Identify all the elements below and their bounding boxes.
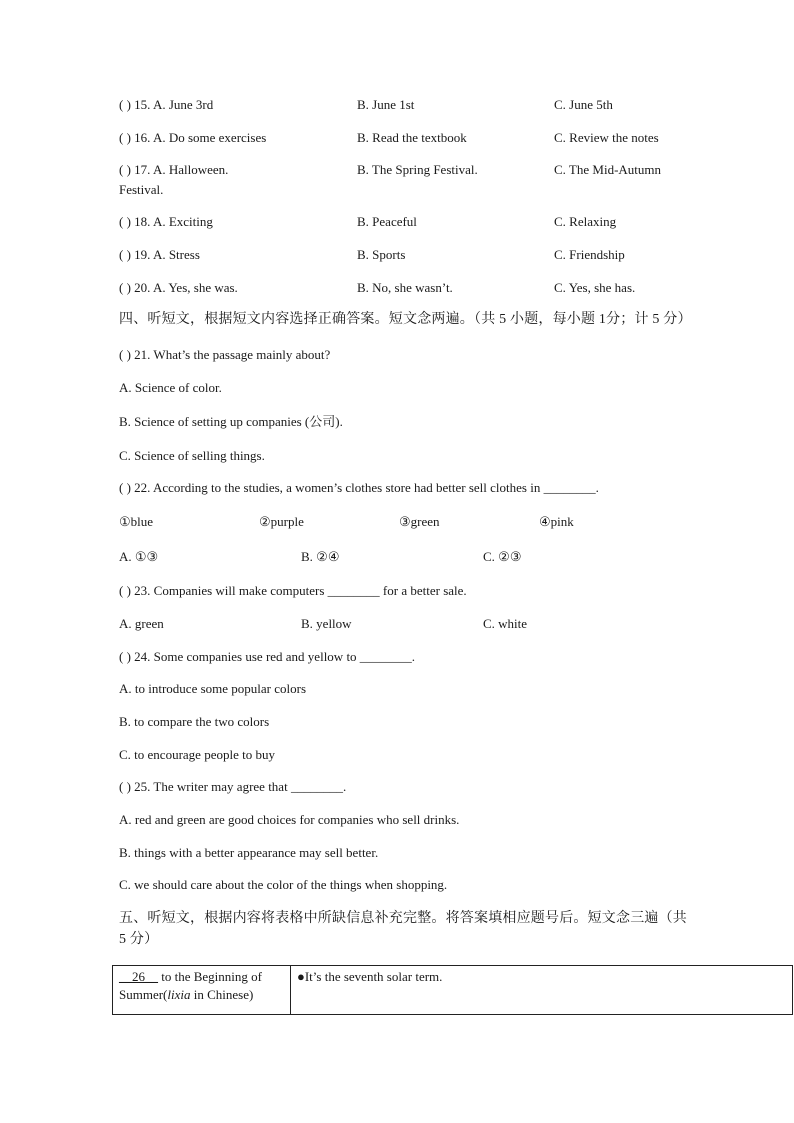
- q22-color-3: ③green: [399, 514, 440, 529]
- q20-option-b: B. No, she wasn’t.: [357, 280, 453, 295]
- q22-stem: ( ) 22. According to the studies, a women’s clothes store had better sell clothes in ________.: [119, 480, 599, 495]
- q16-stem: ( ) 16. A. Do some exercises: [119, 130, 267, 145]
- q22-option-c: C. ②③: [483, 549, 522, 564]
- q16-option-b: B. Read the textbook: [357, 130, 467, 145]
- q20-stem: ( ) 20. A. Yes, she was.: [119, 280, 238, 295]
- section4-heading: 四、听短文，根据短文内容选择正确答案。短文念两遍。（共 5 小题，每小题 1分；计 5 分）: [119, 312, 692, 327]
- q24-stem: ( ) 24. Some companies use red and yellow to ________.: [119, 649, 416, 664]
- table-cell-left: [113, 966, 291, 1015]
- q15-stem: ( ) 15. A. June 3rd: [119, 97, 214, 112]
- left-text-1: to the Beginning of: [158, 969, 262, 984]
- q15-option-c: C. June 5th: [554, 97, 613, 112]
- blank-26[interactable]: __26__: [119, 969, 158, 984]
- q19-option-c: C. Friendship: [554, 247, 625, 262]
- table-row: [113, 966, 793, 1015]
- q22-option-b: B. ②④: [301, 549, 340, 564]
- q23-option-b: B. yellow: [301, 616, 352, 631]
- left-text-3: in Chinese): [190, 987, 254, 1002]
- q21-stem: ( ) 21. What’s the passage mainly about?: [119, 347, 331, 362]
- q25-option-b: B. things with a better appearance may sell better.: [119, 845, 379, 860]
- q22-color-1: ①blue: [119, 514, 154, 529]
- q16-option-c: C. Review the notes: [554, 130, 659, 145]
- q17-option-c: C. The Mid-Autumn: [554, 162, 662, 177]
- left-text-2: Summer(: [119, 987, 168, 1002]
- q22-color-4: ④pink: [539, 514, 574, 529]
- q19-option-b: B. Sports: [357, 247, 406, 262]
- right-text: ●It’s the seventh solar term.: [297, 969, 443, 984]
- q18-option-b: B. Peaceful: [357, 214, 417, 229]
- q21-option-a: A. Science of color.: [119, 380, 222, 395]
- section5-heading-line2: 5 分）: [119, 932, 159, 947]
- table-cell-right: [291, 966, 793, 1015]
- q22-color-2: ②purple: [259, 514, 304, 529]
- q25-option-a: A. red and green are good choices for companies who sell drinks.: [119, 812, 460, 827]
- q18-option-c: C. Relaxing: [554, 214, 617, 229]
- left-italic: lixia: [167, 987, 191, 1002]
- q21-option-b: B. Science of setting up companies (公司).: [119, 414, 343, 429]
- q23-stem: ( ) 23. Companies will make computers ________ for a better sale.: [119, 583, 467, 598]
- q25-stem: ( ) 25. The writer may agree that ________.: [119, 779, 347, 794]
- q23-option-c: C. white: [483, 616, 528, 631]
- q21-option-c: C. Science of selling things.: [119, 448, 265, 463]
- q15-option-b: B. June 1st: [357, 97, 415, 112]
- q19-stem: ( ) 19. A. Stress: [119, 247, 200, 262]
- section5-heading-line1: 五、听短文，根据内容将表格中所缺信息补充完整。将答案填相应题号后。短文念三遍（共: [119, 911, 687, 926]
- q17-option-c-wrap: Festival.: [119, 182, 164, 197]
- q24-option-c: C. to encourage people to buy: [119, 747, 275, 762]
- q20-option-c: C. Yes, she has.: [554, 280, 636, 295]
- q23-option-a: A. green: [119, 616, 164, 631]
- q25-option-c: C. we should care about the color of the things when shopping.: [119, 877, 448, 892]
- q22-option-a: A. ①③: [119, 549, 159, 564]
- info-table: [112, 965, 793, 1015]
- q17-stem: ( ) 17. A. Halloween.: [119, 162, 229, 177]
- q24-option-b: B. to compare the two colors: [119, 714, 270, 729]
- q24-option-a: A. to introduce some popular colors: [119, 681, 307, 696]
- q17-option-b: B. The Spring Festival.: [357, 162, 478, 177]
- q18-stem: ( ) 18. A. Exciting: [119, 214, 213, 229]
